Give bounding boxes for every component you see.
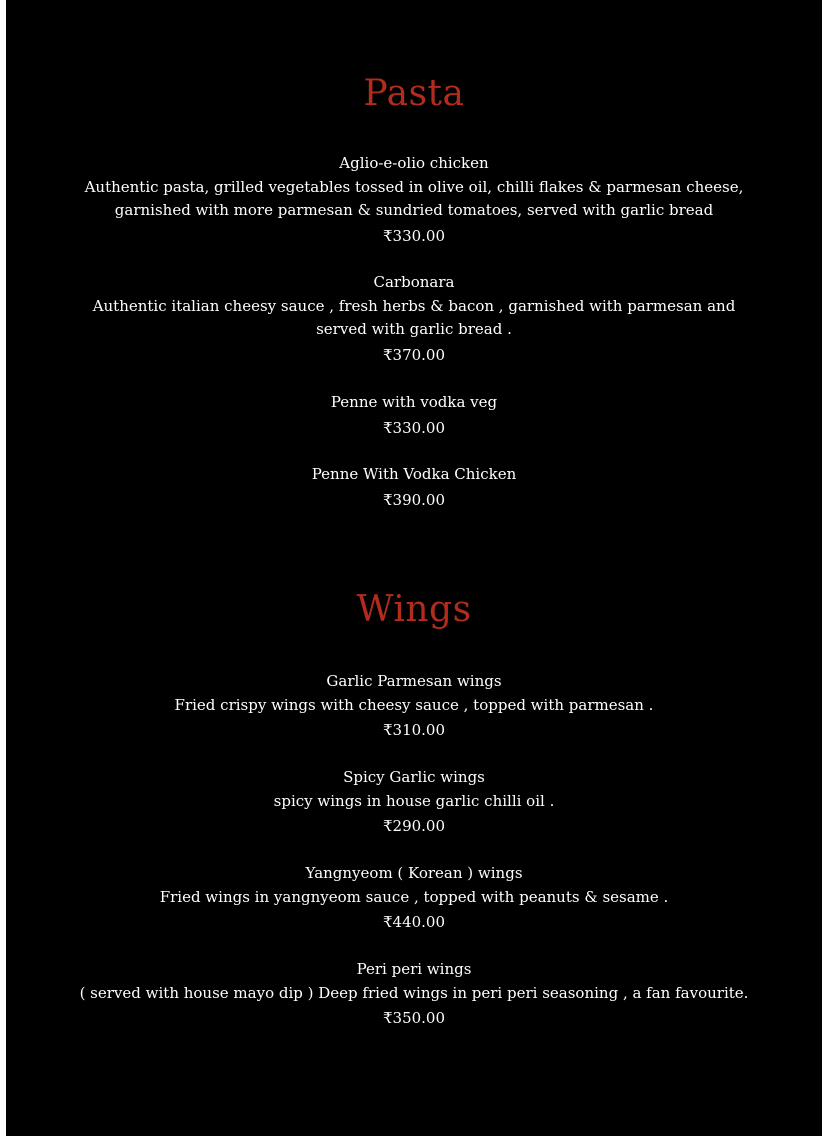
- menu-item: [76, 670, 752, 743]
- section-title-pasta: Pasta: [363, 73, 465, 114]
- menu-item: [76, 152, 752, 248]
- item-name: Carbonara: [373, 273, 455, 291]
- item-name: Spicy Garlic wings: [343, 768, 485, 786]
- menu-item: [76, 391, 752, 440]
- item-price: ₹290.00: [382, 817, 446, 835]
- item-name: Garlic Parmesan wings: [326, 672, 502, 690]
- item-description: Fried wings in yangnyeom sauce , topped with peanuts & sesame .: [159, 887, 669, 906]
- menu-item: [76, 463, 752, 512]
- item-name: Peri peri wings: [356, 960, 472, 978]
- menu-item: [76, 958, 752, 1031]
- item-price: ₹330.00: [382, 418, 446, 437]
- item-price: ₹310.00: [382, 721, 446, 739]
- item-name: Penne with vodka veg: [330, 393, 498, 411]
- menu-item: [76, 862, 752, 935]
- item-description: Fried crispy wings with cheesy sauce , topped with parmesan .: [174, 695, 654, 714]
- section-title-wings: Wings: [356, 589, 472, 630]
- item-price: ₹370.00: [382, 345, 446, 364]
- item-description: Authentic italian cheesy sauce , fresh herbs & bacon , garnished with parmesan and served with garlic bread .: [92, 296, 736, 338]
- item-price: ₹390.00: [382, 490, 446, 509]
- item-description: spicy wings in house garlic chilli oil .: [273, 791, 555, 810]
- item-name: Penne With Vodka Chicken: [311, 465, 517, 483]
- menu-item: [76, 766, 752, 839]
- item-name: Aglio-e-olio chicken: [339, 154, 489, 172]
- item-price: ₹350.00: [382, 1009, 446, 1027]
- item-description: Authentic pasta, grilled vegetables tossed in olive oil, chilli flakes & parmesan cheese, garnished with more parmesan & sundried tomatoes, served with garlic bread: [84, 177, 744, 219]
- menu-page: [6, 0, 822, 1136]
- menu-item: [76, 271, 752, 367]
- item-name: Yangnyeom ( Korean ) wings: [305, 864, 523, 882]
- item-description: ( served with house mayo dip ) Deep fried wings in peri peri seasoning , a fan favourite.: [79, 983, 749, 1002]
- item-price: ₹330.00: [382, 226, 446, 245]
- item-price: ₹440.00: [382, 913, 446, 931]
